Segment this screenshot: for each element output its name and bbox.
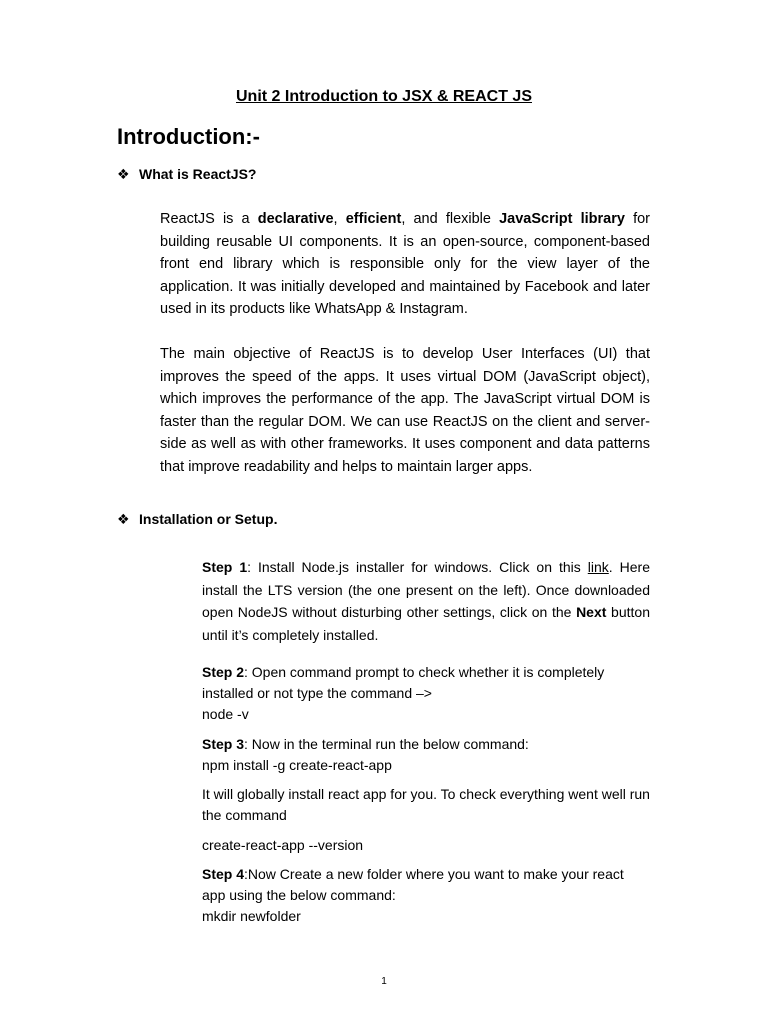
step-3: Step 3: Now in the terminal run the below command: npm install -g create-react-app: [202, 736, 529, 773]
command-text: npm install -g create-react-app: [202, 757, 392, 773]
step-2: Step 2: Open command prompt to check whether it is completely installed or not type the command –> node -v: [202, 664, 605, 722]
page-number: 1: [381, 976, 387, 987]
diamond-bullet-icon: ❖: [117, 511, 130, 527]
nodejs-download-link[interactable]: link: [587, 559, 609, 575]
section-heading-text: What is ReactJS?: [139, 166, 257, 182]
command-text: mkdir newfolder: [202, 908, 301, 924]
command-text: create-react-app --version: [202, 837, 364, 853]
intro-heading: Introduction:-: [117, 124, 260, 149]
section-heading-installation: [117, 511, 277, 528]
step-4: Step 4:Now Create a new folder where you want to make your react app using the below command: mkdir newfolder: [202, 866, 624, 924]
paragraph-reactjs-definition: ReactJS is a declarative, efficient, and flexible JavaScript library for building reusable UI components. It is an open-source, component-based front end library which is responsible only for the view layer of the application. It was initially developed and maintained by Facebook and later used in its products like WhatsApp & Instagram.: [160, 211, 650, 317]
step-1: Step 1: Install Node.js installer for windows. Click on this link. Here install the LTS version (the one present on the left). Once downloaded open NodeJS without disturbing other settings, click on the Next button until it’s completely installed.: [202, 559, 651, 643]
diamond-bullet-icon: ❖: [117, 166, 130, 182]
paragraph-reactjs-objective: The main objective of ReactJS is to develop User Interfaces (UI) that improves the speed of the apps. It uses virtual DOM (JavaScript object), which improves the performance of the app. The JavaScript virtual DOM is faster than the regular DOM. We can use ReactJS on the client and server-side as well as with other frameworks. It uses component and data patterns that improve readability and helps to maintain larger apps.: [160, 346, 650, 475]
section-heading-what-is-reactjs: [117, 166, 256, 183]
step-3-note: It will globally install react app for you. To check everything went well run the command: [202, 786, 650, 823]
section-heading-text: Installation or Setup.: [139, 511, 278, 527]
command-text: node -v: [202, 706, 249, 722]
document-title: Unit 2 Introduction to JSX & REACT JS: [235, 88, 532, 105]
